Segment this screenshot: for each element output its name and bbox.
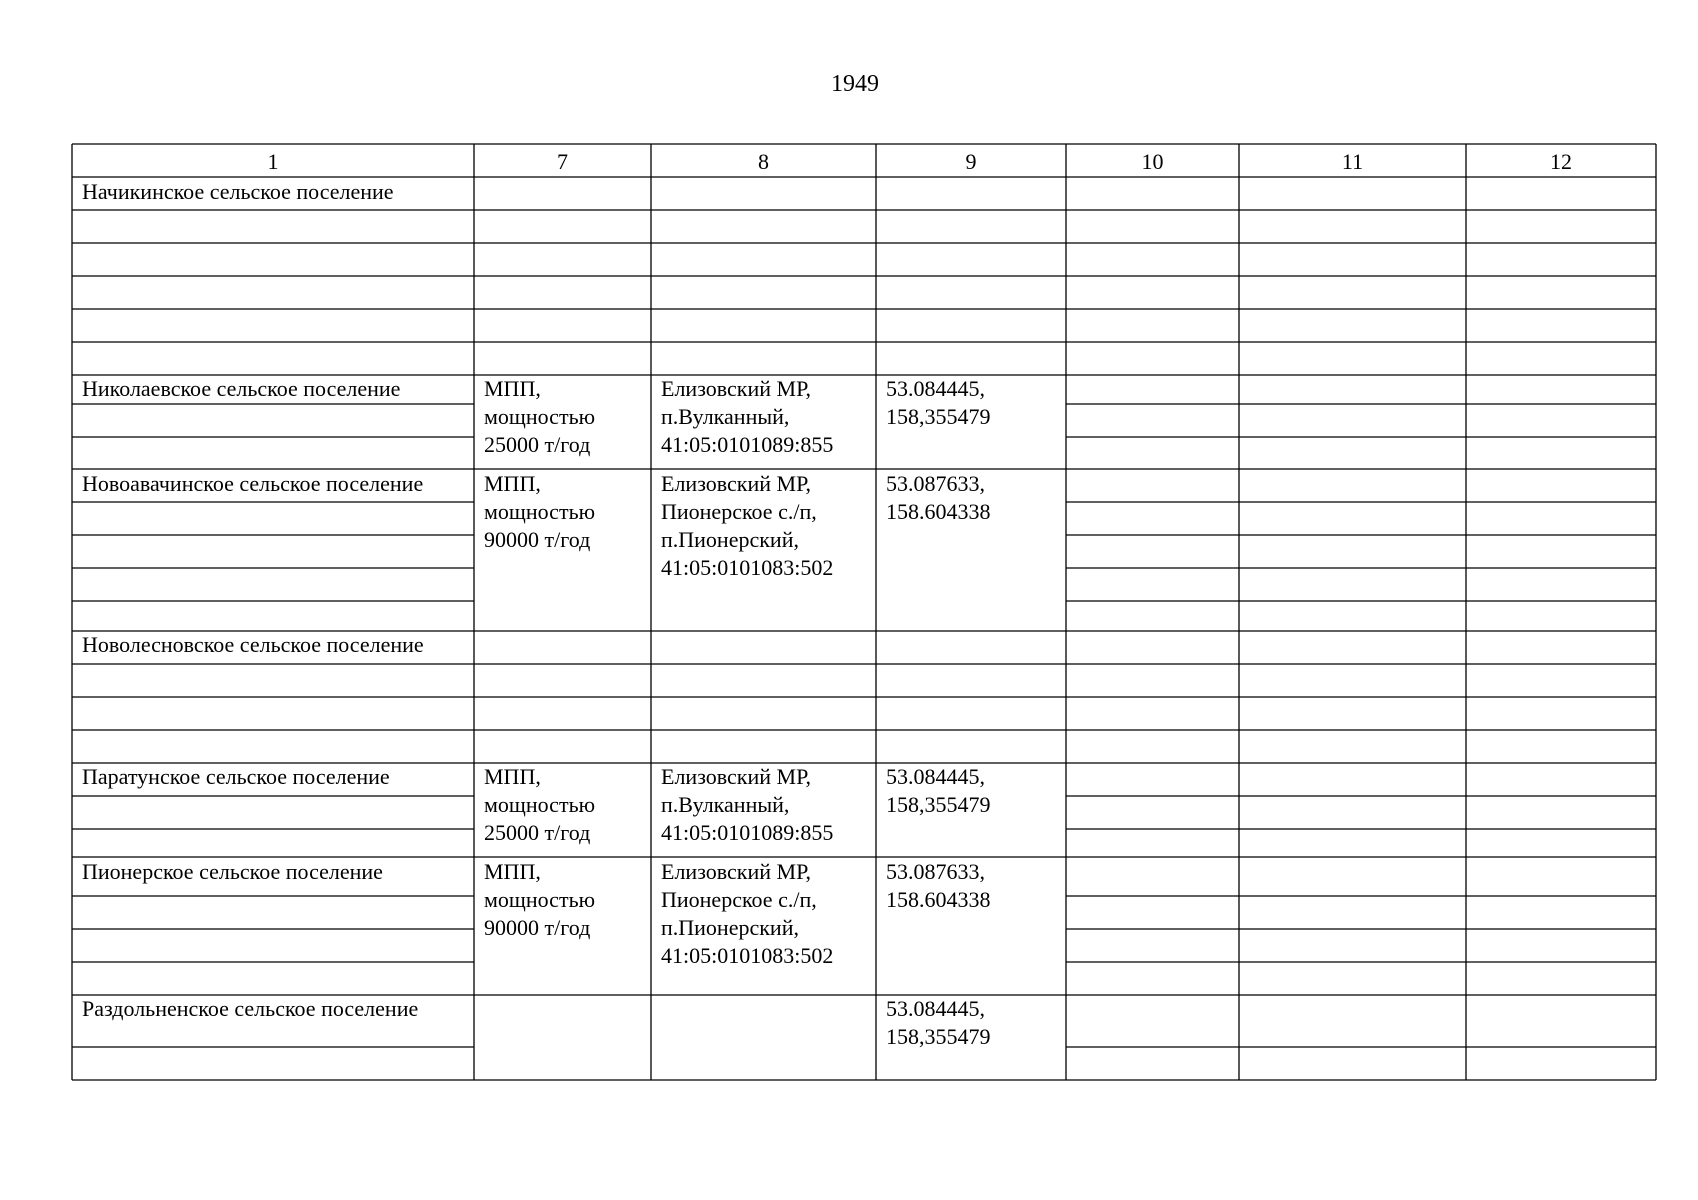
location-line: Пионерское с./п,: [661, 499, 817, 524]
facility-line: мощностью: [484, 404, 596, 429]
facility-line: 90000 т/год: [484, 915, 591, 940]
column-header-1: 1: [267, 149, 279, 174]
settlement-name-razdolnenskoe: Раздольненское сельское поселение: [82, 996, 419, 1021]
coordinates-line: 158,355479: [886, 404, 991, 429]
facility-line: МПП,: [484, 764, 541, 789]
coordinates-line: 53.087633,: [886, 859, 985, 884]
location-line: 41:05:0101083:502: [661, 943, 834, 968]
column-header-10: 10: [1141, 149, 1164, 174]
location-line: 41:05:0101089:855: [661, 820, 834, 845]
location-line: Елизовский МР,: [661, 376, 812, 401]
location-line: Пионерское с./п,: [661, 887, 817, 912]
facility-line: МПП,: [484, 859, 541, 884]
settlement-name-novolesnovskoe: Новолесновское сельское поселение: [82, 632, 424, 657]
location-line: 41:05:0101083:502: [661, 555, 834, 580]
settlement-name-novoavachinskoe: Новоавачинское сельское поселение: [82, 471, 424, 496]
column-header-8: 8: [758, 149, 769, 174]
coordinates-line: 53.084445,: [886, 376, 985, 401]
column-header-7: 7: [557, 149, 568, 174]
coordinates-line: 158.604338: [886, 499, 991, 524]
page-number: 1949: [831, 71, 879, 97]
coordinates-line: 158,355479: [886, 792, 991, 817]
coordinates-line: 53.084445,: [886, 764, 985, 789]
facility-line: 25000 т/год: [484, 820, 591, 845]
facility-line: 90000 т/год: [484, 527, 591, 552]
column-header-12: 12: [1550, 149, 1572, 174]
settlement-name-pionerskoe: Пионерское сельское поселение: [82, 859, 383, 884]
facility-line: мощностью: [484, 499, 596, 524]
location-line: п.Вулканный,: [661, 404, 790, 429]
facility-line: мощностью: [484, 887, 596, 912]
location-line: Елизовский МР,: [661, 471, 812, 496]
location-line: Елизовский МР,: [661, 764, 812, 789]
location-line: 41:05:0101089:855: [661, 432, 834, 457]
facility-line: МПП,: [484, 471, 541, 496]
location-line: п.Пионерский,: [661, 915, 799, 940]
coordinates-line: 53.087633,: [886, 471, 985, 496]
facility-line: 25000 т/год: [484, 432, 591, 457]
column-header-9: 9: [965, 149, 977, 174]
location-line: п.Пионерский,: [661, 527, 799, 552]
coordinates-line: 53.084445,: [886, 996, 985, 1021]
facility-line: мощностью: [484, 792, 596, 817]
coordinates-line: 158.604338: [886, 887, 991, 912]
settlement-name-nachikinskoe: Начикинское сельское поселение: [82, 179, 394, 204]
column-header-11: 11: [1341, 149, 1364, 174]
location-line: Елизовский МР,: [661, 859, 812, 884]
settlement-name-nikolaevskoe: Николаевское сельское поселение: [82, 376, 401, 401]
facility-line: МПП,: [484, 376, 541, 401]
settlement-name-paratunskoe: Паратунское сельское поселение: [82, 764, 390, 789]
location-line: п.Вулканный,: [661, 792, 790, 817]
coordinates-line: 158,355479: [886, 1024, 991, 1049]
